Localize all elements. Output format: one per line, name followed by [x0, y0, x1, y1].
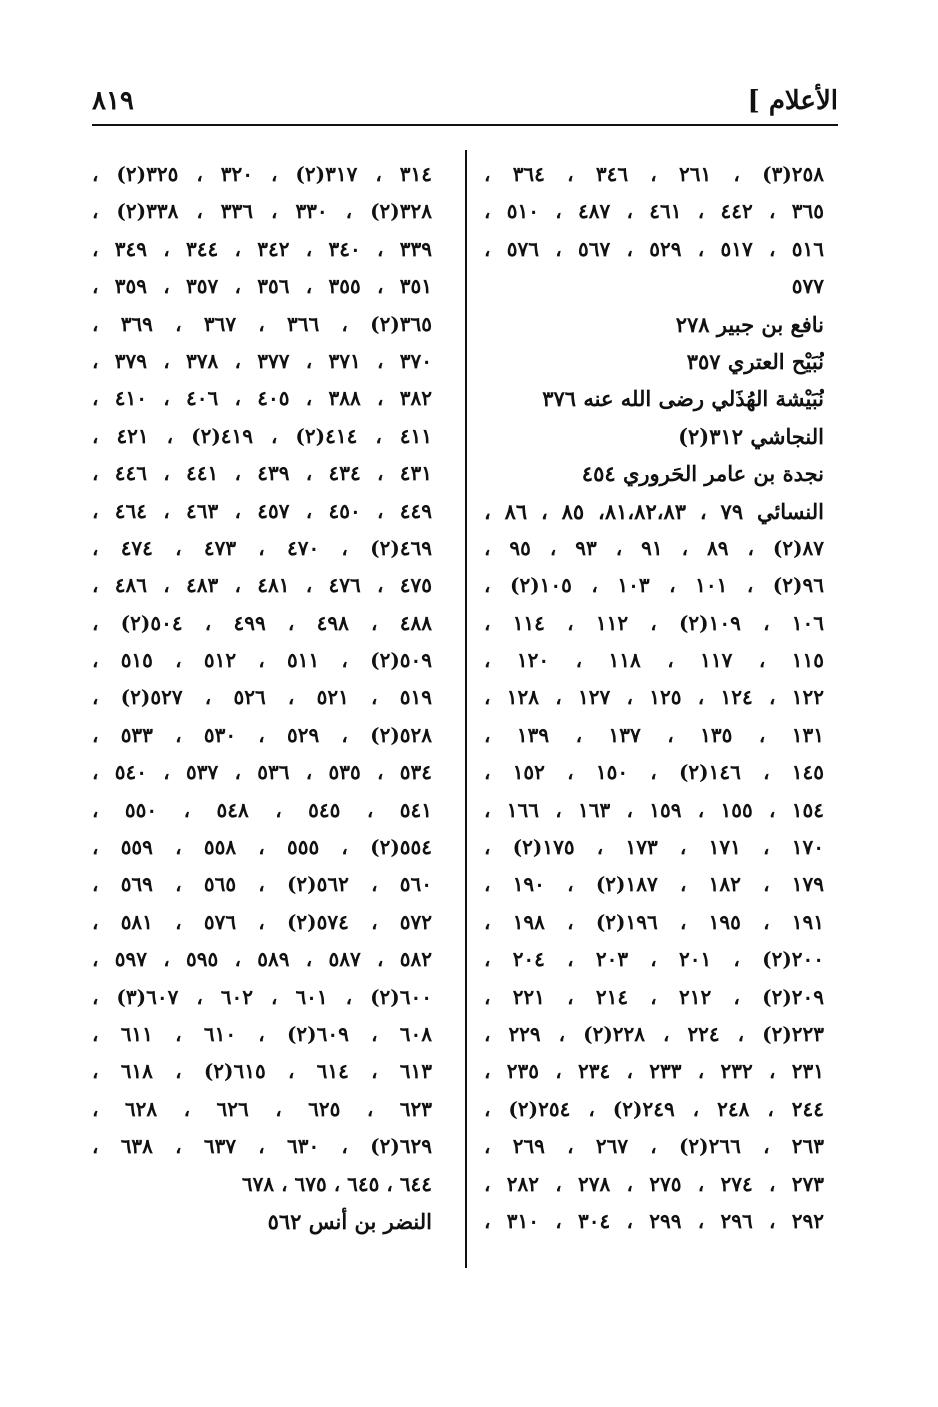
column-divider: [465, 150, 467, 1268]
index-line: ٣١٤ ، ٣١٧(٢) ، ٣٢٠ ، ٣٢٥(٢) ،: [92, 162, 432, 186]
index-line: ٣٦٥(٢) ، ٣٦٦ ، ٣٦٧ ، ٣٦٩ ،: [92, 311, 432, 336]
right-column: [484, 156, 824, 1240]
index-line: ٦٢٣ ، ٦٢٥ ، ٦٢٦ ، ٦٢٨ ،: [92, 1096, 432, 1121]
page-number: ٨١٩: [92, 86, 134, 116]
index-line: ٤٦٩(٢) ، ٤٧٠ ، ٤٧٣ ، ٤٧٤ ،: [92, 535, 432, 560]
index-entry-heading: نُبَيْح العتري ٣٥٧: [686, 348, 824, 374]
index-line: ٥٨٢ ، ٥٨٧ ، ٥٨٩ ، ٥٩٥ ، ٥٩٧ ،: [92, 947, 432, 972]
index-entry-heading: النضر بن أنس ٥٦٢: [267, 1208, 432, 1234]
index-line: ٣٢٨(٢) ، ٣٣٠ ، ٣٣٦ ، ٣٣٨(٢) ،: [92, 199, 432, 224]
index-line: ٥٥٤(٢) ، ٥٥٥ ، ٥٥٨ ، ٥٥٩ ،: [92, 835, 432, 860]
index-line: ٤٨٨ ، ٤٩٨ ، ٤٩٩ ، ٥٠٤(٢) ،: [92, 610, 432, 635]
index-line: ٥١٩ ، ٥٢١ ، ٥٢٦ ، ٥٢٧(٢) ،: [92, 685, 432, 710]
index-line: ٥٦٠ ، ٥٦٢(٢) ، ٥٦٥ ، ٥٦٩ ،: [92, 872, 432, 897]
index-line: ٥٧٢ ، ٥٧٤(٢) ، ٥٧٦ ، ٥٨١ ،: [92, 909, 432, 934]
index-line: ٢٢٣(٢) ، ٢٢٤ ، ٢٢٨(٢) ، ٢٢٩ ،: [484, 1021, 824, 1046]
index-line: ٢٦٣ ، ٢٦٦(٢) ، ٢٦٧ ، ٢٦٩ ،: [484, 1134, 824, 1159]
page-title: الأعلام ]: [747, 86, 838, 116]
index-entry-heading: نُبَيْشة الهُذَلي رضى الله عنه ٣٧٦: [542, 386, 824, 412]
index-entry-heading: النجاشي ٣١٢(٢): [678, 423, 824, 449]
index-line: ٣٥١ ، ٣٥٥ ، ٣٥٦ ، ٣٥٧ ، ٣٥٩ ،: [92, 274, 432, 299]
index-entry-heading: نجدة بن عامر الحَروري ٤٥٤: [581, 461, 824, 487]
index-line: ٣٨٢ ، ٣٨٨ ، ٤٠٥ ، ٤٠٦ ، ٤١٠ ،: [92, 386, 432, 411]
index-line: ٦٠٠(٢) ، ٦٠١ ، ٦٠٢ ، ٦٠٧(٣) ،: [92, 984, 432, 1009]
left-column: [92, 156, 432, 1240]
index-line: ٢٩٢ ، ٢٩٦ ، ٢٩٩ ، ٣٠٤ ، ٣١٠ ،: [484, 1208, 824, 1233]
index-line: ٣٣٩ ، ٣٤٠ ، ٣٤٢ ، ٣٤٤ ، ٣٤٩ ،: [92, 236, 432, 261]
index-line: ١٥٤ ، ١٥٥ ، ١٥٩ ، ١٦٣ ، ١٦٦ ،: [484, 797, 824, 822]
index-line: ١٠٦ ، ١٠٩(٢) ، ١١٢ ، ١١٤ ،: [484, 610, 824, 635]
index-line: ٨٧(٢) ، ٨٩ ، ٩١ ، ٩٣ ، ٩٥ ،: [484, 535, 824, 560]
index-line: ٢٧٣ ، ٢٧٤ ، ٢٧٥ ، ٢٧٨ ، ٢٨٢ ،: [484, 1171, 824, 1196]
index-line: ٥١٦ ، ٥١٧ ، ٥٢٩ ، ٥٦٧ ، ٥٧٦ ،: [484, 236, 824, 261]
index-line: ١٧٠ ، ١٧١ ، ١٧٣ ، ١٧٥(٢) ،: [484, 835, 824, 860]
index-line: ٢٠٠(٢) ، ٢٠١ ، ٢٠٣ ، ٢٠٤ ،: [484, 947, 824, 972]
index-line: ٥٢٨(٢) ، ٥٢٩ ، ٥٣٠ ، ٥٣٣ ،: [92, 722, 432, 747]
index-line: ٥٣٤ ، ٥٣٥ ، ٥٣٦ ، ٥٣٧ ، ٥٤٠ ،: [92, 760, 432, 785]
index-entry-heading: نافع بن جبير ٢٧٨: [675, 311, 824, 337]
index-line: ٥٤١ ، ٥٤٥ ، ٥٤٨ ، ٥٥٠ ،: [92, 797, 432, 822]
index-line: ٤٣١ ، ٤٣٤ ، ٤٣٩ ، ٤٤١ ، ٤٤٦ ،: [92, 461, 432, 486]
index-line: ٤١١ ، ٤١٤(٢) ، ٤١٩(٢) ، ٤٢١ ،: [92, 423, 432, 448]
index-line: ٣٧٠ ، ٣٧١ ، ٣٧٧ ، ٣٧٨ ، ٣٧٩ ،: [92, 348, 432, 373]
index-line: ١١٥ ، ١١٧ ، ١١٨ ، ١٢٠ ،: [484, 648, 824, 673]
index-line: ١٩١ ، ١٩٥ ، ١٩٦(٢) ، ١٩٨ ،: [484, 909, 824, 934]
index-line: ٦٠٨ ، ٦٠٩(٢) ، ٦١٠ ، ٦١١ ،: [92, 1021, 432, 1046]
index-entry-heading: النسائي ٧٩ ، ٨١،٨٢،٨٣، ٨٥ ، ٨٦ ،: [484, 498, 824, 524]
index-line: ٤٤٩ ، ٤٥٠ ، ٤٥٧ ، ٤٦٣ ، ٤٦٤ ،: [92, 498, 432, 523]
index-line: ٦١٣ ، ٦١٤ ، ٦١٥(٢) ، ٦١٨ ،: [92, 1059, 432, 1084]
index-line: ٩٦(٢) ، ١٠١ ، ١٠٣ ، ١٠٥(٢) ،: [484, 573, 824, 598]
index-line: ٥٧٧: [791, 274, 824, 299]
index-line: ١٢٢ ، ١٢٤ ، ١٢٥ ، ١٢٧ ، ١٢٨ ،: [484, 685, 824, 710]
page-header: [92, 78, 838, 122]
header-rule: [92, 124, 838, 126]
index-line: ٢٤٤ ، ٢٤٨ ، ٢٤٩(٢) ، ٢٥٤(٢) ،: [484, 1096, 824, 1121]
index-line: ٤٧٥ ، ٤٧٦ ، ٤٨١ ، ٤٨٣ ، ٤٨٦ ،: [92, 573, 432, 598]
index-line: ٢٠٩(٢) ، ٢١٢ ، ٢١٤ ، ٢٢١ ،: [484, 984, 824, 1009]
index-line: ٥٠٩(٢) ، ٥١١ ، ٥١٢ ، ٥١٥ ،: [92, 648, 432, 673]
index-line: ٣٦٥ ، ٤٤٢ ، ٤٦١ ، ٤٨٧ ، ٥١٠ ،: [484, 199, 824, 224]
index-line: ١٤٥ ، ١٤٦(٢) ، ١٥٠ ، ١٥٢ ،: [484, 760, 824, 785]
index-line: ١٣١ ، ١٣٥ ، ١٣٧ ، ١٣٩ ،: [484, 722, 824, 747]
index-line: ٦٢٩(٢) ، ٦٣٠ ، ٦٣٧ ، ٦٣٨ ،: [92, 1134, 432, 1159]
index-line: ١٧٩ ، ١٨٢ ، ١٨٧(٢) ، ١٩٠ ،: [484, 872, 824, 897]
index-line: ٦٤٤ ، ٦٤٥ ، ٦٧٥ ، ٦٧٨: [241, 1171, 432, 1196]
index-line: ٢٥٨(٣) ، ٢٦١ ، ٣٤٦ ، ٣٦٤ ،: [484, 162, 824, 186]
index-line: ٢٣١ ، ٢٣٢ ، ٢٣٣ ، ٢٣٤ ، ٢٣٥ ،: [484, 1059, 824, 1084]
